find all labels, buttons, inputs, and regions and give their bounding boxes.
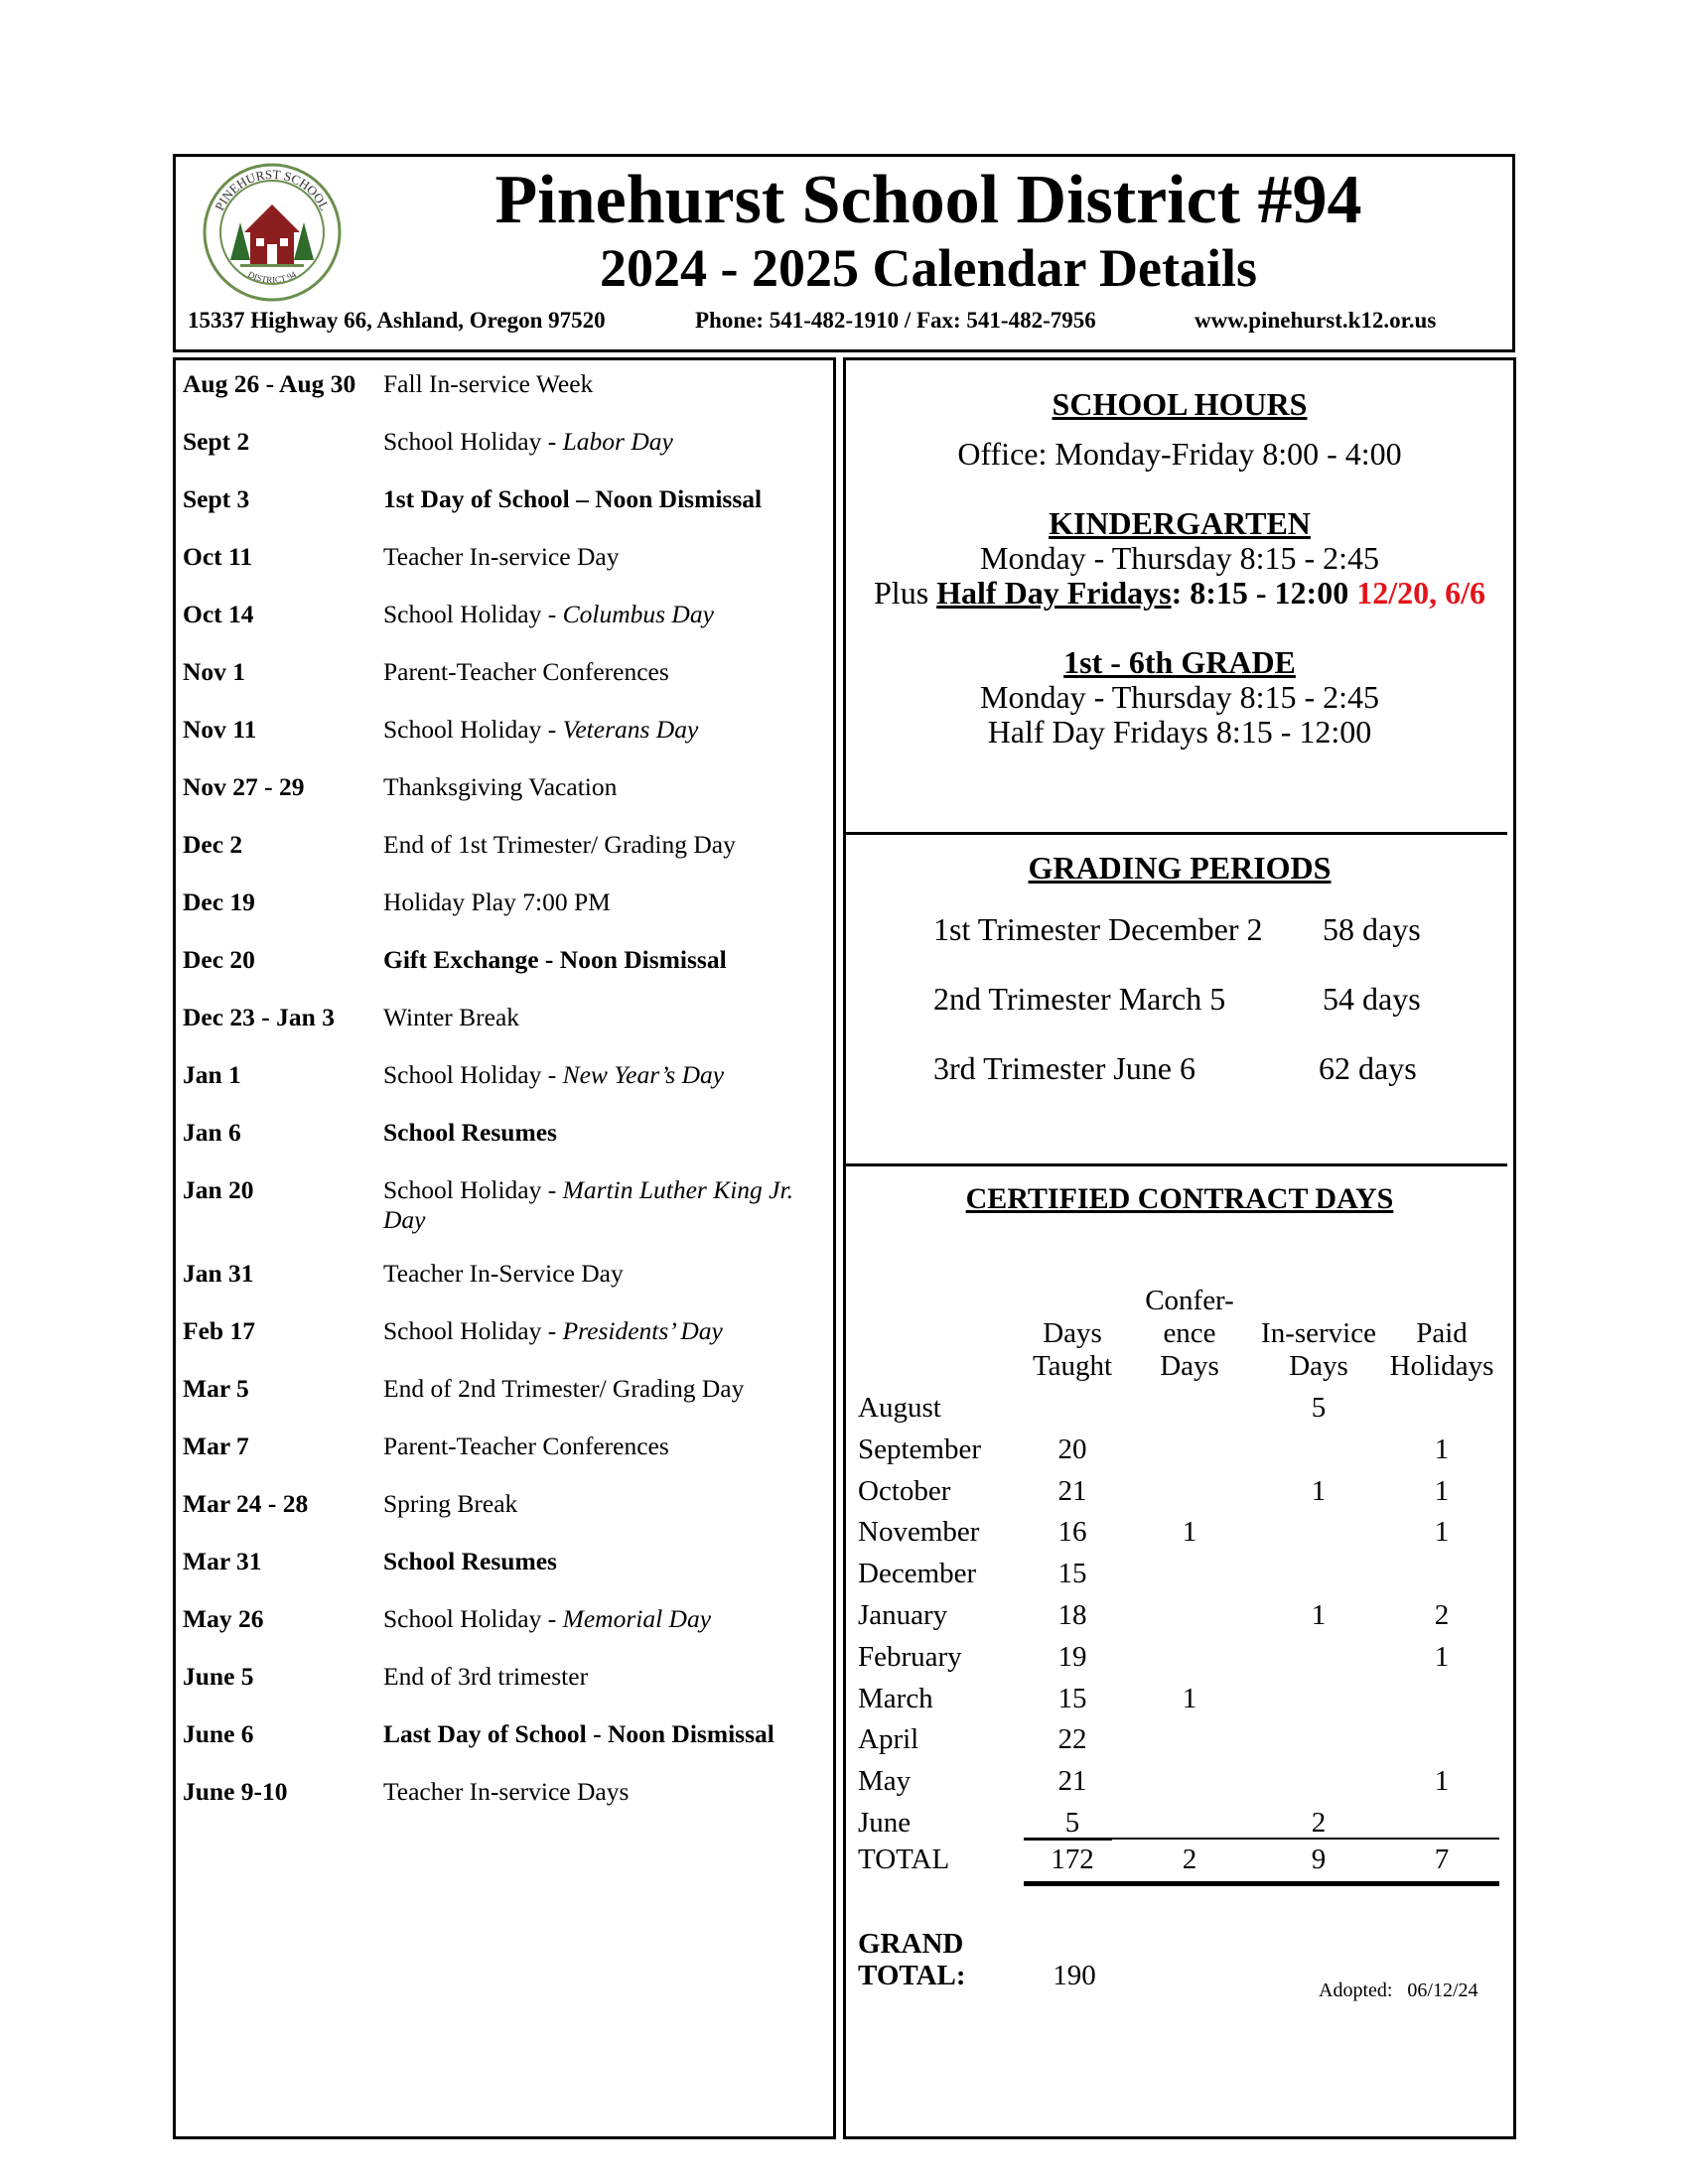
- event-description: Winter Break: [383, 1003, 520, 1031]
- event-description: School Holiday - Veterans Day: [383, 715, 699, 744]
- grading-period-label: 1st Trimester December 2: [933, 911, 1263, 947]
- table-cell: 21: [1057, 1765, 1087, 1798]
- event-date: Dec 23 - Jan 3: [183, 1003, 335, 1031]
- event-description: School Holiday - Labor Day: [383, 427, 673, 456]
- holiday-name: Memorial Day: [562, 1604, 712, 1633]
- event-date: Dec 20: [183, 945, 255, 974]
- holiday-name: Columbus Day: [562, 600, 714, 628]
- event-description: Holiday Play 7:00 PM: [383, 887, 611, 916]
- event-description: Fall In-service Week: [383, 369, 594, 398]
- column-header: ence: [1163, 1317, 1216, 1349]
- event-date: Jan 31: [183, 1259, 254, 1288]
- month-label: March: [858, 1682, 933, 1714]
- total-cell: 2: [1182, 1843, 1197, 1875]
- month-label: December: [858, 1558, 977, 1590]
- table-cell: 5: [1311, 1392, 1327, 1424]
- event-date: Mar 5: [183, 1374, 249, 1403]
- grading-period-days: 62 days: [1319, 1050, 1417, 1086]
- month-label: October: [858, 1474, 951, 1507]
- event-date: Nov 1: [183, 657, 246, 686]
- event-date: Nov 11: [183, 715, 257, 744]
- table-cell: 1: [1434, 1516, 1450, 1549]
- total-cell: 9: [1311, 1843, 1327, 1875]
- district-address: 15337 Highway 66, Ashland, Oregon 97520: [188, 308, 606, 333]
- event-date: Jan 1: [183, 1060, 241, 1089]
- kindergarten-heading: KINDERGARTEN: [1049, 505, 1311, 541]
- event-description: Thanksgiving Vacation: [383, 772, 618, 801]
- event-description: Gift Exchange - Noon Dismissal: [383, 945, 727, 974]
- event-description: School Holiday - New Year’s Day: [383, 1060, 725, 1089]
- event-description: School Holiday - Presidents’ Day: [383, 1316, 723, 1345]
- table-cell: 21: [1057, 1474, 1087, 1507]
- total-label: TOTAL: [858, 1843, 950, 1875]
- table-cell: 1: [1182, 1516, 1197, 1549]
- event-date: Nov 27 - 29: [183, 772, 305, 801]
- event-description: Teacher In-service Days: [383, 1777, 630, 1806]
- table-cell: 19: [1057, 1640, 1087, 1673]
- event-description: School Holiday - Memorial Day: [383, 1604, 712, 1633]
- phone-fax: Phone: 541-482-1910 / Fax: 541-482-7956: [695, 308, 1096, 333]
- month-label: August: [858, 1392, 941, 1424]
- divider-hours-grading: [844, 832, 1507, 835]
- event-date: Mar 24 - 28: [183, 1489, 309, 1518]
- month-label: June: [858, 1807, 912, 1839]
- table-cell: 15: [1057, 1558, 1087, 1590]
- grade-friday-hours: Half Day Fridays 8:15 - 12:00: [987, 714, 1372, 750]
- event-description: Spring Break: [383, 1489, 518, 1518]
- total-rule-bottom: [1024, 1881, 1499, 1886]
- logo-top-text: PINEHURST SCHOOL: [211, 166, 333, 213]
- total-rule-top: [1024, 1838, 1499, 1840]
- table-cell: 15: [1057, 1682, 1087, 1714]
- month-label: February: [858, 1640, 962, 1673]
- table-cell: 1: [1434, 1474, 1450, 1507]
- grading-period-days: 54 days: [1323, 981, 1421, 1017]
- holiday-name: Martin Luther King Jr. Day: [383, 1175, 793, 1234]
- event-date: Sept 3: [183, 484, 250, 513]
- event-date: Dec 19: [183, 887, 255, 916]
- event-date: Mar 31: [183, 1547, 262, 1575]
- calendar-subtitle: 2024 - 2025 Calendar Details: [600, 238, 1257, 298]
- event-date: June 6: [183, 1719, 254, 1748]
- month-label: September: [858, 1433, 982, 1465]
- logo-bottom-text: DISTRICT 94: [246, 269, 298, 285]
- event-description: Parent-Teacher Conferences: [383, 1432, 669, 1460]
- holiday-name: Labor Day: [562, 427, 673, 456]
- column-header: Days: [1289, 1350, 1348, 1382]
- holiday-name: Veterans Day: [562, 715, 699, 744]
- table-cell: 20: [1057, 1433, 1087, 1465]
- table-cell: 2: [1311, 1807, 1327, 1839]
- event-date: Sept 2: [183, 427, 250, 456]
- column-header: Days: [1160, 1350, 1219, 1382]
- district-seal-logo: [201, 161, 344, 304]
- event-date: Oct 11: [183, 542, 253, 571]
- table-cell: 1: [1182, 1682, 1197, 1714]
- kindergarten-weekday-hours: Monday - Thursday 8:15 - 2:45: [979, 540, 1380, 576]
- event-description: Last Day of School - Noon Dismissal: [383, 1719, 774, 1748]
- contract-days-heading: CERTIFIED CONTRACT DAYS: [965, 1182, 1394, 1215]
- event-date: May 26: [183, 1604, 264, 1633]
- grade-heading: 1st - 6th GRADE: [1063, 644, 1296, 680]
- month-label: April: [858, 1723, 919, 1756]
- event-description: Parent-Teacher Conferences: [383, 657, 669, 686]
- event-date: Jan 20: [183, 1175, 254, 1204]
- office-hours: Office: Monday-Friday 8:00 - 4:00: [957, 436, 1402, 472]
- month-label: May: [858, 1765, 912, 1798]
- grade-weekday-hours: Monday - Thursday 8:15 - 2:45: [979, 679, 1380, 715]
- grading-periods-heading: GRADING PERIODS: [1028, 850, 1332, 886]
- table-cell: 2: [1434, 1599, 1450, 1631]
- event-date: Feb 17: [183, 1316, 255, 1345]
- table-cell: 1: [1434, 1640, 1450, 1673]
- grand-total-label-2: TOTAL:: [858, 1960, 966, 1991]
- column-header: In-service: [1261, 1317, 1376, 1349]
- grading-period-label: 2nd Trimester March 5: [933, 981, 1226, 1017]
- event-date: Mar 7: [183, 1432, 249, 1460]
- event-description: End of 3rd trimester: [383, 1662, 589, 1691]
- column-header: Days: [1043, 1317, 1102, 1349]
- divider-grading-contract: [844, 1163, 1507, 1166]
- event-description: End of 1st Trimester/ Grading Day: [383, 830, 736, 859]
- event-description: Teacher In-service Day: [383, 542, 620, 571]
- holiday-name: New Year’s Day: [562, 1060, 725, 1089]
- event-date: Aug 26 - Aug 30: [183, 369, 356, 398]
- event-description: End of 2nd Trimester/ Grading Day: [383, 1374, 745, 1403]
- event-description: School Holiday - Columbus Day: [383, 600, 714, 628]
- table-cell: 1: [1434, 1433, 1450, 1465]
- event-description: School Resumes: [383, 1118, 557, 1147]
- kindergarten-friday-hours: Plus Half Day Fridays: 8:15 - 12:00 12/20, 6/6: [874, 575, 1485, 611]
- grading-period-days: 58 days: [1323, 911, 1421, 947]
- website-link[interactable]: www.pinehurst.k12.or.us: [1195, 308, 1437, 333]
- table-cell: 22: [1057, 1723, 1087, 1756]
- grading-period-label: 3rd Trimester June 6: [933, 1050, 1196, 1086]
- table-cell: 1: [1434, 1765, 1450, 1798]
- event-date: June 9-10: [183, 1777, 288, 1806]
- table-cell: 16: [1057, 1516, 1087, 1549]
- total-cell: 7: [1434, 1843, 1450, 1875]
- event-date: Jan 6: [183, 1118, 241, 1147]
- month-label: January: [858, 1599, 948, 1631]
- total-cell: 172: [1051, 1843, 1094, 1875]
- event-date: Dec 2: [183, 830, 243, 859]
- event-description: School Resumes: [383, 1547, 557, 1575]
- event-description: Teacher In-Service Day: [383, 1259, 624, 1288]
- table-cell: 5: [1064, 1807, 1080, 1839]
- table-cell: 1: [1311, 1599, 1327, 1631]
- holiday-name: Presidents’ Day: [562, 1316, 723, 1345]
- column-header: Holidays: [1389, 1350, 1494, 1382]
- event-date: June 5: [183, 1662, 254, 1691]
- event-description: School Holiday - Martin Luther King Jr. Day: [383, 1175, 793, 1234]
- half-day-dates: 12/20, 6/6: [1356, 575, 1485, 611]
- table-cell: 1: [1311, 1474, 1327, 1507]
- column-header: Confer-: [1145, 1285, 1234, 1316]
- column-header: Paid: [1416, 1317, 1468, 1349]
- column-header: Taught: [1032, 1350, 1113, 1382]
- grand-total-label-1: GRAND: [858, 1928, 964, 1960]
- event-date: Oct 14: [183, 600, 254, 628]
- month-label: November: [858, 1516, 980, 1549]
- adopted-date: Adopted: 06/12/24: [1319, 1979, 1478, 2001]
- event-description: 1st Day of School – Noon Dismissal: [383, 484, 763, 513]
- grand-total-value: 190: [1053, 1960, 1096, 1991]
- district-title: Pinehurst School District #94: [494, 162, 1362, 238]
- school-hours-heading: SCHOOL HOURS: [1052, 386, 1308, 422]
- table-cell: 18: [1057, 1599, 1087, 1631]
